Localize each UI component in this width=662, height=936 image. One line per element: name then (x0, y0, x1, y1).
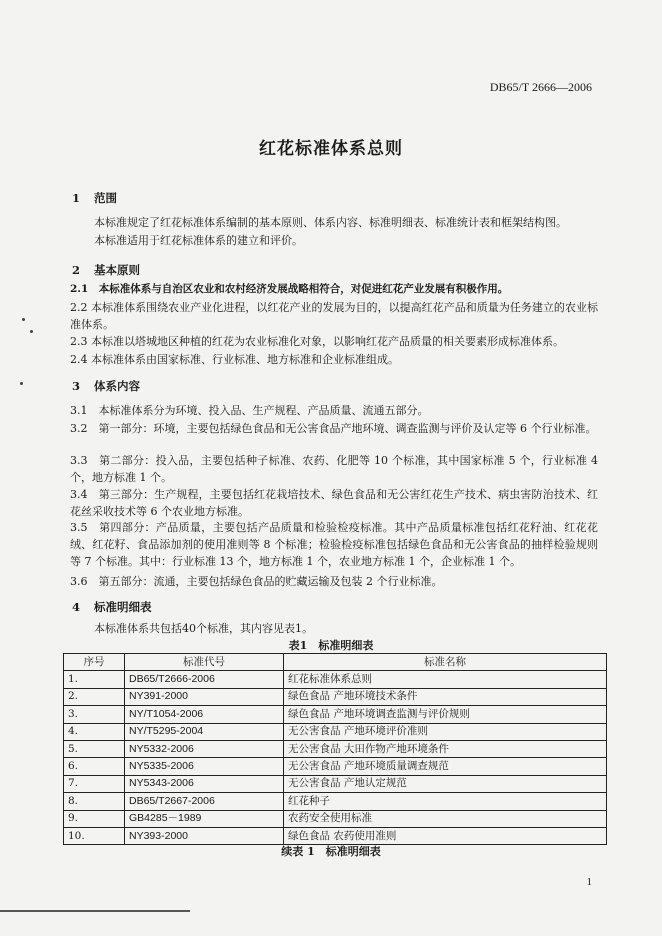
table-cell: 绿色食品 产地环境技术条件 (284, 688, 607, 705)
table-cell: 2. (64, 688, 125, 705)
table-row (64, 793, 607, 810)
paragraph: 本标准体系共包括40个标准，其内容见表1。 (94, 622, 313, 635)
table-row (64, 775, 607, 792)
scan-speck (30, 330, 33, 333)
section-title: 基本原则 (94, 263, 140, 277)
section-title: 范围 (94, 191, 117, 205)
paragraph: 2.2 本标准体系围绕农业产业化进程，以红花产业的发展为目的，以提高红花产品和质量为任务建立的农业标准体系。 (70, 301, 598, 331)
paragraph: 3.1 本标准体系分为环境、投入品、生产规程、产品质量、流通五部分。 (70, 404, 429, 417)
table-cell: 无公害食品 大田作物产地环境条件 (284, 740, 607, 757)
table-header-row (64, 654, 607, 671)
section-heading-2 (72, 262, 140, 278)
table-cell: NY5343-2006 (125, 775, 284, 792)
table-row (64, 740, 607, 757)
section-number: 2 (72, 263, 81, 277)
section-heading-4 (72, 599, 152, 615)
table-cell: 6. (64, 758, 125, 775)
table-cell: 无公害食品 产地认定规范 (284, 775, 607, 792)
table-cell: 5. (64, 740, 125, 757)
table-cell: 1. (64, 671, 125, 688)
table-cell: 4. (64, 723, 125, 740)
table-cell: NY393-2000 (125, 827, 284, 844)
table-cell: DB65/T2666-2006 (125, 671, 284, 688)
table-cell: 红花种子 (284, 793, 607, 810)
table-cell: NY/T1054-2006 (125, 706, 284, 723)
section-number: 4 (72, 600, 81, 614)
table-row (64, 706, 607, 723)
table-caption: 表1 标准明细表 (288, 639, 374, 652)
table-cell: 无公害食品 产地环境质量调查规范 (284, 758, 607, 775)
column-header: 标准代号 (125, 654, 284, 671)
table-cell: 无公害食品 产地环境评价准则 (284, 723, 607, 740)
document-code: DB65/T 2666—2006 (489, 80, 592, 94)
table-row (64, 810, 607, 827)
table-row (64, 671, 607, 688)
column-header: 序号 (64, 654, 125, 671)
section-title: 体系内容 (94, 379, 140, 393)
table-cell: 9. (64, 810, 125, 827)
continued-table-caption: 续表 1 标准明细表 (281, 845, 381, 858)
table-cell: 农药安全使用标准 (284, 810, 607, 827)
table-cell: NY5332-2006 (125, 740, 284, 757)
paragraph: 2.3 本标准以塔城地区种植的红花为农业标准化对象，以影响红花产品质量的相关要素形成标准体系。 (70, 335, 564, 348)
table-cell: 红花标准体系总则 (284, 671, 607, 688)
paragraph: 本标准规定了红花标准体系编制的基本原则、体系内容、标准明细表、标准统计表和框架结构图。 (94, 216, 567, 229)
section-heading-3 (72, 378, 140, 394)
paragraph: 本标准适用于红花标准体系的建立和评价。 (94, 234, 303, 247)
section-number: 3 (72, 379, 81, 393)
table-cell: 8. (64, 793, 125, 810)
paragraph: 3.5 第四部分：产品质量，主要包括产品质量和检验检疫标准。其中产品质量标准包括红花籽油、红花花绒、红花籽、食品添加剂的使用准则等 8 个标准；检验检疫标准包括绿色食品和无公害食品的抽样检验规则等 7 个标准。其中：行业标准 13 个，地方标准 1 个，农业地方标准 1 个，企业标准 1 个。 (70, 521, 598, 568)
table-cell: 10. (64, 827, 125, 844)
section-title: 标准明细表 (94, 600, 152, 614)
table-row (64, 758, 607, 775)
scan-edge-line (0, 910, 190, 912)
table-cell: 3. (64, 706, 125, 723)
column-header: 标准名称 (284, 654, 607, 671)
table-cell: NY/T5295-2004 (125, 723, 284, 740)
scan-speck (20, 382, 23, 385)
section-number: 1 (72, 191, 81, 205)
paragraph: 3.2 第一部分：环境，主要包括绿色食品和无公害食品产地环境、调查监测与评价及认定等 6 个行业标准。 (70, 422, 597, 435)
table-cell: 7. (64, 775, 125, 792)
page-number: 1 (586, 876, 592, 888)
paragraph: 2.4 本标准体系由国家标准、行业标准、地方标准和企业标准组成。 (70, 353, 399, 366)
paragraph: 3.3 第二部分：投入品，主要包括种子标准、农药、化肥等 10 个标准，其中国家标准 5 个，行业标准 4 个，地方标准 1 个。 (70, 454, 598, 484)
section-heading-1 (72, 190, 117, 206)
paragraph: 3.6 第五部分：流通，主要包括绿色食品的贮藏运输及包装 2 个行业标准。 (70, 575, 443, 588)
table-cell: 绿色食品 产地环境调查监测与评价规则 (284, 706, 607, 723)
standards-table (63, 653, 607, 845)
table-cell: DB65/T2667-2006 (125, 793, 284, 810)
table-cell: NY391-2000 (125, 688, 284, 705)
scan-speck (22, 318, 25, 321)
paragraph: 2.1 本标准体系与自治区农业和农村经济发展战略相符合，对促进红花产业发展有积极作用。 (70, 283, 509, 295)
paragraph: 3.4 第三部分：生产规程，主要包括红花栽培技术、绿色食品和无公害红花生产技术、病虫害防治技术、红花丝采收技术等 6 个农业地方标准。 (70, 488, 598, 518)
table-cell: GB4285－1989 (125, 810, 284, 827)
table-row (64, 688, 607, 705)
table-cell: 绿色食品 农药使用准则 (284, 827, 607, 844)
document-title: 红花标准体系总则 (259, 139, 403, 159)
table-cell: NY5335-2006 (125, 758, 284, 775)
table-row (64, 723, 607, 740)
